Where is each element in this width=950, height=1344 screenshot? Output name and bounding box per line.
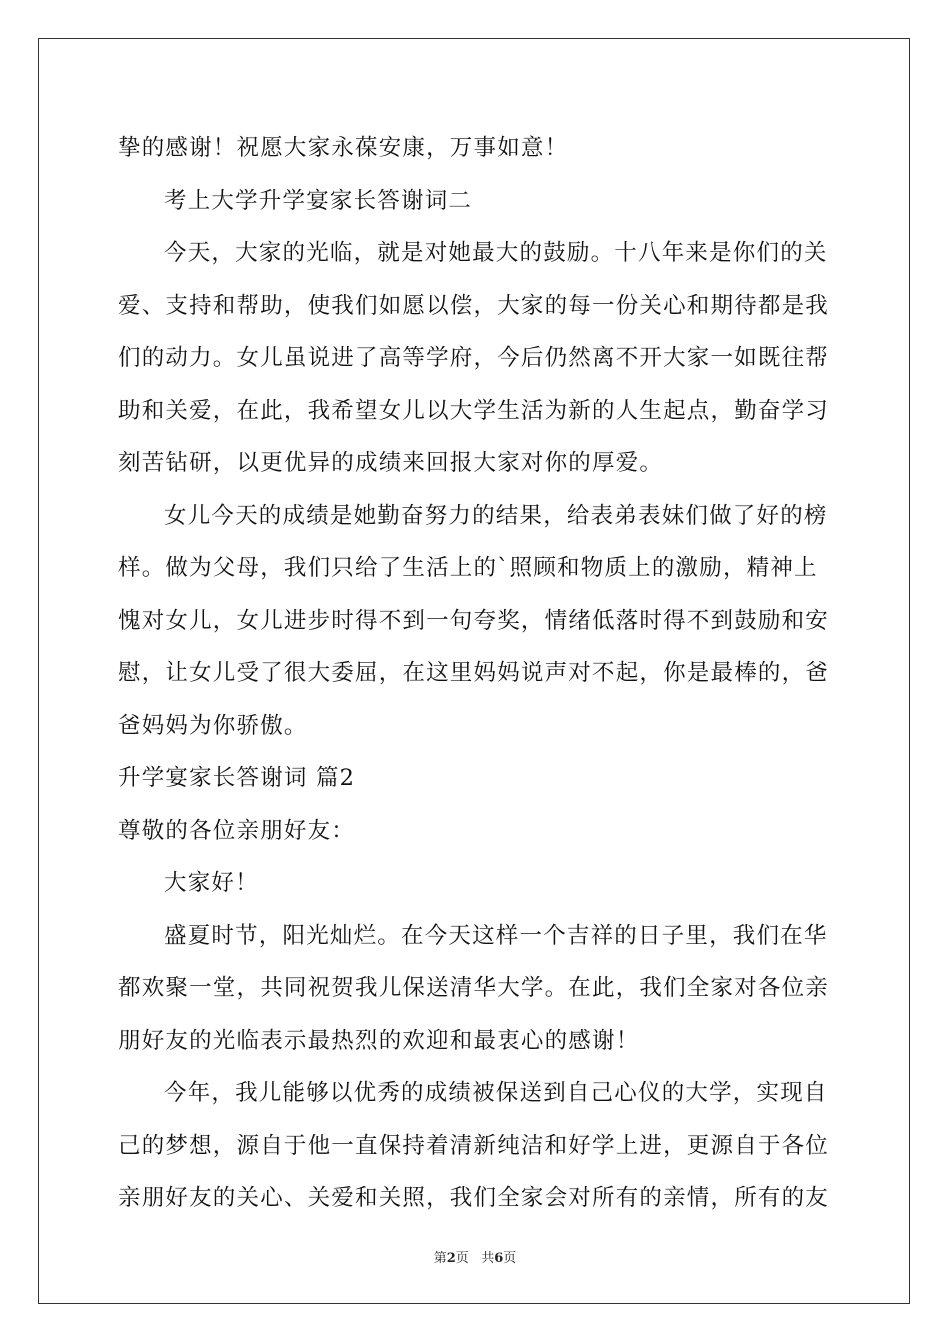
text-line: 今年，我儿能够以优秀的成绩被保送到自己心仪的大学，实现自 [164,1080,828,1106]
text-line: 女儿今天的成绩是她勤奋努力的结果，给表弟表妹们做了好的榜 [164,502,828,529]
article-heading: 升学宴家长答谢词 篇2 [118,765,356,791]
text-line: 愧对女儿，女儿进步时得不到一句夸奖，情绪低落时得不到鼓励和安 [118,607,830,634]
footer-suffix: 页 [503,1251,517,1266]
text-line: 盛夏时节，阳光灿烂。在今天这样一个吉祥的日子里，我们在华 [164,922,828,949]
text-line: 今天，大家的光临，就是对她最大的鼓励。十八年来是你们的关 [164,240,828,266]
current-page-number: 2 [446,1251,456,1266]
text-line: 挚的感谢！祝愿大家永葆安康，万事如意！ [118,135,569,161]
page-footer [0,1247,950,1266]
footer-mid: 页 共 [455,1251,495,1266]
text-line: 己的梦想，源自于他一直保持着清新纯洁和好学上进，更源自于各位 [118,1132,830,1159]
text-line: 亲朋好友的关心、关爱和关照，我们全家会对所有的亲情，所有的友 [118,1185,830,1211]
document-body [118,126,834,1229]
greeting: 大家好！ [164,870,259,896]
text-line: 爸妈妈为你骄傲。 [118,712,308,739]
text-line: 样。做为父母，我们只给了生活上的`照顾和物质上的激励，精神上 [118,555,818,581]
footer-prefix: 第 [433,1251,447,1266]
salutation: 尊敬的各位亲朋好友： [118,817,356,844]
text-line: 们的动力。女儿虽说进了高等学府，今后仍然离不开大家一如既往帮 [118,345,830,371]
text-line: 助和关爱，在此，我希望女儿以大学生活为新的人生起点，勤奋学习 [118,397,830,424]
total-page-number: 6 [494,1251,504,1266]
text-line: 都欢聚一堂，共同祝贺我儿保送清华大学。在此，我们全家对各位亲 [118,975,830,1001]
text-line: 慰，让女儿受了很大委屈，在这里妈妈说声对不起，你是最棒的，爸 [118,660,830,686]
section-title: 考上大学升学宴家长答谢词二 [164,187,473,214]
text-line: 爱、支持和帮助，使我们如愿以偿，大家的每一份关心和期待都是我 [118,292,830,319]
text-line: 朋好友的光临表示最热烈的欢迎和最衷心的感谢！ [118,1027,640,1054]
text-line: 刻苦钻研，以更优异的成绩来回报大家对你的厚爱。 [118,450,664,476]
